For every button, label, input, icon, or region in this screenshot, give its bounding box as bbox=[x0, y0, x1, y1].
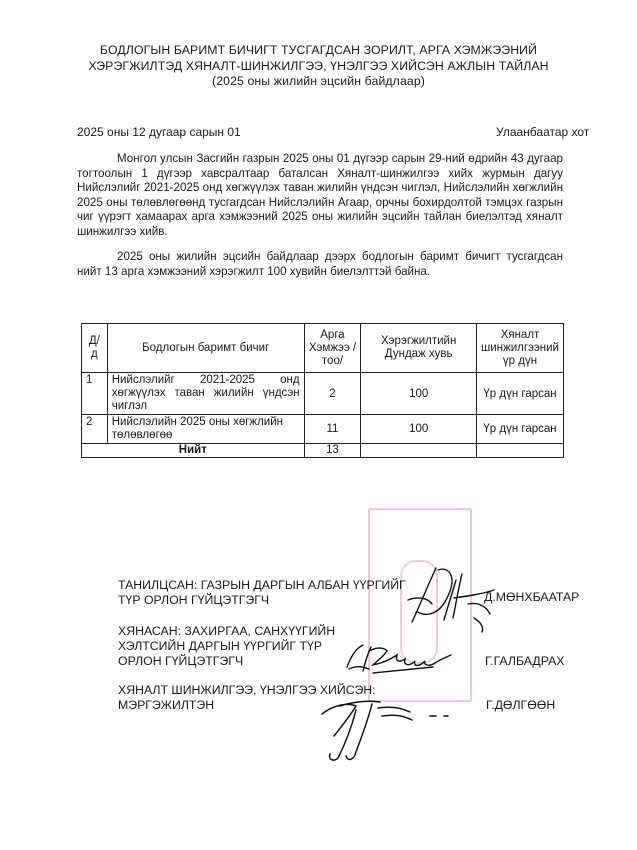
title-line-2: ХЭРЭГЖИЛТЭД ХЯНАЛТ-ШИНЖИЛГЭЭ, ҮНЭЛГЭЭ ХИЙСЭН АЖЛЫН ТАЙЛАН bbox=[88, 58, 549, 73]
total-avg-empty bbox=[361, 444, 477, 458]
row-no: 1 bbox=[82, 373, 108, 415]
intro-paragraph: Монгол улсын Засгийн газрын 2025 оны 01 дүгээр сарын 29-ний өдрийн 43 дугаар тогтоолын 1 дүгээр хавсралтаар баталсан Хяналт-шинжилгээ хийх журмын дагуу Нийслэлийг 2021-2025 онд хөгжүүлэх таван жилийн үндсэн чиглэл, Нийслэлийн хөгжлийн 2025 оны төлөвлөгөөнд тусгагдсан Нийслэлийн Агаар, орчны бохирдолтой тэмцэх газрын чиг үүрэгт хамаарах арга хэмжээний 2025 оны жилийн эцсийн тайлан биелэлтэд хяналт шинжилгээ хийв. bbox=[77, 152, 563, 238]
title-line-3: (2025 оны жилийн эцсийн байдлаар) bbox=[212, 74, 425, 88]
signatory-1-role-line-2: ТҮР ОРЛОН ГҮЙЦЭТГЭГЧ bbox=[118, 593, 270, 607]
table-row bbox=[82, 373, 564, 415]
signatory-3-role-line-2: МЭРГЭЖИЛТЭН bbox=[118, 698, 215, 712]
table-row bbox=[82, 415, 564, 444]
row-avg: 100 bbox=[361, 415, 477, 444]
row-result: Үр дүн гарсан bbox=[477, 415, 564, 444]
report-place: Улаанбаатар хот bbox=[496, 125, 590, 139]
signatory-1-name: Д.МӨНХБААТАР bbox=[484, 590, 580, 604]
row-no: 2 bbox=[82, 415, 108, 444]
signatory-2-role-line-3: ОРЛОН ГҮЙЦЭТГЭГЧ bbox=[118, 654, 244, 668]
table-header-row bbox=[82, 324, 564, 373]
results-table bbox=[81, 323, 564, 458]
header-no: Д/д bbox=[82, 324, 108, 373]
total-count: 13 bbox=[304, 444, 361, 458]
table-total-row bbox=[82, 444, 564, 458]
signatory-2-role bbox=[118, 624, 335, 669]
header-result: Хяналт шинжилгээний үр дүн bbox=[477, 324, 564, 373]
total-result-empty bbox=[477, 444, 564, 458]
header-avg: Хэрэгжилтийн Дундаж хувь bbox=[361, 324, 477, 373]
row-count: 11 bbox=[304, 415, 361, 444]
row-doc: Нийслэлийн 2025 оны хөгжлийн төлөвлөгөө bbox=[107, 415, 304, 444]
row-result: Үр дүн гарсан bbox=[477, 373, 564, 415]
report-date: 2025 оны 12 дугаар сарын 01 bbox=[77, 125, 241, 139]
signature-3-handwriting bbox=[312, 686, 472, 766]
signatory-1-role bbox=[118, 578, 406, 608]
signatory-3-role-line-1: ХЯНАЛТ ШИНЖИЛГЭЭ, ҮНЭЛГЭЭ ХИЙСЭН: bbox=[118, 683, 376, 697]
signatory-1-role-line-1: ТАНИЛЦСАН: ГАЗРЫН ДАРГЫН АЛБАН ҮҮРГИЙГ bbox=[118, 578, 406, 592]
signatory-2-role-line-2: ХЭЛТСИЙН ДАРГЫН ҮҮРГИЙГ ТҮР bbox=[118, 639, 323, 653]
signatory-2-name: Г.ГАЛБАДРАХ bbox=[485, 654, 565, 668]
title-line-1: БОДЛОГЫН БАРИМТ БИЧИГТ ТУСГАГДСАН ЗОРИЛТ, АРГА ХЭМЖЭЭНИЙ bbox=[99, 43, 538, 57]
header-doc: Бодлогын баримт бичиг bbox=[107, 324, 304, 373]
signature-1-handwriting bbox=[398, 560, 508, 635]
row-avg: 100 bbox=[361, 373, 477, 415]
total-label: Нийт bbox=[82, 444, 305, 458]
header-count: Арга Хэмжээ /тоо/ bbox=[304, 324, 361, 373]
signature-2-handwriting bbox=[343, 637, 455, 677]
row-count: 2 bbox=[304, 373, 361, 415]
signatory-3-name: Г.ДӨЛГӨӨН bbox=[486, 698, 556, 712]
row-doc: Нийслэлийг 2021-2025 онд хөгжүүлэх таван жилийн үндсэн чиглэл bbox=[107, 373, 304, 415]
report-title bbox=[0, 43, 637, 90]
summary-paragraph: 2025 оны жилийн эцсийн байдлаар дээрх бодлогын баримт бичигт тусгагдсан нийт 13 арга хэмжээний хэрэгжилт 100 хувийн биелэлттэй байна. bbox=[77, 250, 563, 278]
signatory-2-role-line-1: ХЯНАСАН: ЗАХИРГАА, САНХҮҮГИЙН bbox=[118, 624, 336, 638]
